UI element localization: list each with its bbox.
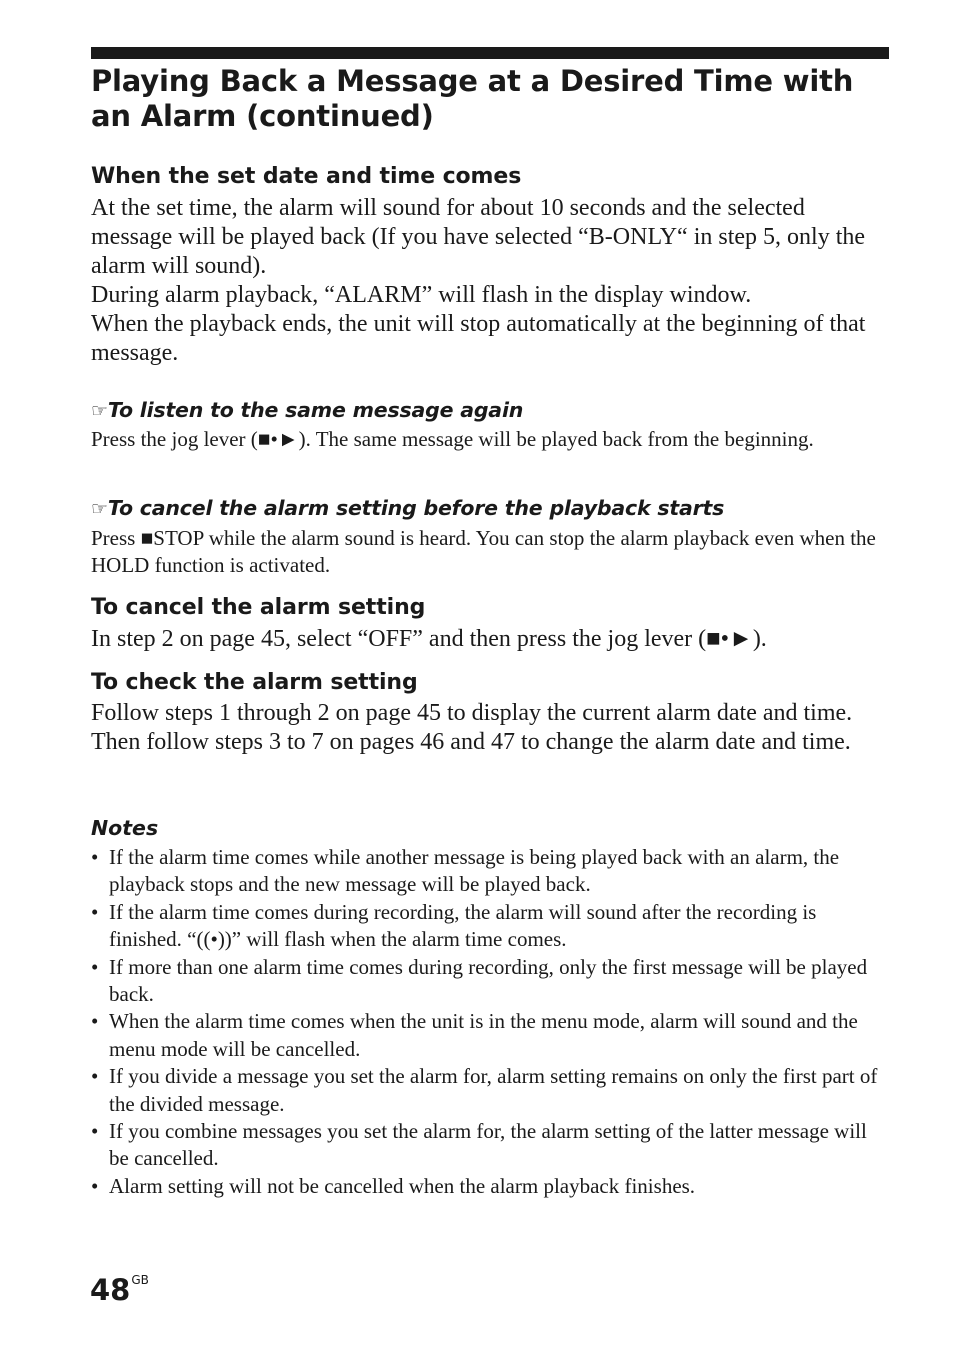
section-heading-set-time: When the set date and time comes bbox=[91, 164, 522, 189]
list-item bbox=[91, 1173, 891, 1200]
list-item bbox=[91, 954, 891, 1009]
tip-heading-text: To listen to the same message again bbox=[107, 398, 524, 422]
notes-heading: Notes bbox=[91, 816, 159, 840]
section-heading-cancel: To cancel the alarm setting bbox=[91, 595, 426, 620]
paragraph: When the playback ends, the unit will stop automatically at the beginning of that message. bbox=[91, 311, 866, 366]
bullet: • bbox=[91, 899, 99, 924]
page-number bbox=[90, 1258, 149, 1312]
page-number-value: 48 bbox=[90, 1273, 131, 1307]
bullet: • bbox=[91, 1173, 99, 1198]
section-body-check: Follow steps 1 through 2 on page 45 to display the current alarm date and time. Then follow steps 3 to 7 on pages 46 and 47 to change the alarm date and time. bbox=[91, 700, 853, 755]
note-text: If the alarm time comes while another message is being played back with an alarm, the playback stops and the new message will be played back. bbox=[109, 845, 840, 897]
note-text: Alarm setting will not be cancelled when the alarm playback finishes. bbox=[109, 1173, 696, 1198]
paragraph: During alarm playback, “ALARM” will flash in the display window. bbox=[91, 282, 752, 308]
note-text: When the alarm time comes when the unit is in the menu mode, alarm will sound and the menu mode will be cancelled. bbox=[109, 1009, 858, 1061]
notes-list bbox=[91, 844, 891, 1200]
note-text: If more than one alarm time comes during recording, only the first message will be played back. bbox=[109, 954, 868, 1007]
header-rule bbox=[91, 47, 889, 59]
note-text: If you combine messages you set the alarm for, the alarm setting of the latter message will be cancelled. bbox=[109, 1119, 867, 1171]
tip-heading-cancel-before-playback bbox=[91, 495, 724, 522]
pointing-hand-icon: ☞ bbox=[91, 400, 108, 422]
bullet: • bbox=[91, 954, 99, 979]
region-code: GB bbox=[131, 1273, 149, 1287]
tip-body-cancel-before-playback: Press ■STOP while the alarm sound is heard. You can stop the alarm playback even when the HOLD function is activated. bbox=[91, 526, 876, 577]
list-item bbox=[91, 899, 891, 954]
tip-body-listen-again: Press the jog lever (■•►). The same message will be played back from the beginning. bbox=[91, 427, 814, 451]
section-body-set-time bbox=[91, 194, 891, 368]
note-text: If you divide a message you set the alarm for, alarm setting remains on only the first part of the divided message. bbox=[109, 1064, 878, 1116]
tip-heading-text: To cancel the alarm setting before the playback starts bbox=[107, 496, 725, 520]
bullet: • bbox=[91, 1119, 99, 1144]
page-title: Playing Back a Message at a Desired Time with an Alarm (continued) bbox=[91, 64, 854, 133]
list-item bbox=[91, 1008, 891, 1063]
paragraph: At the set time, the alarm will sound for about 10 seconds and the selected message will be played back (If you have selected “B-ONLY“ in step 5, only the alarm will sound). bbox=[91, 195, 866, 279]
section-heading-check: To check the alarm setting bbox=[91, 670, 418, 695]
tip-heading-listen-again bbox=[91, 397, 523, 424]
pointing-hand-icon: ☞ bbox=[91, 498, 108, 520]
list-item bbox=[91, 1063, 891, 1118]
list-item bbox=[91, 844, 891, 899]
note-text: If the alarm time comes during recording, the alarm will sound after the recording is finished. “((•))” will flash when the alarm time comes. bbox=[109, 899, 817, 952]
bullet: • bbox=[91, 1064, 99, 1089]
bullet: • bbox=[91, 1009, 99, 1034]
list-item bbox=[91, 1118, 891, 1173]
bullet: • bbox=[91, 845, 99, 869]
section-body-cancel: In step 2 on page 45, select “OFF” and then press the jog lever (■•►). bbox=[91, 626, 767, 652]
